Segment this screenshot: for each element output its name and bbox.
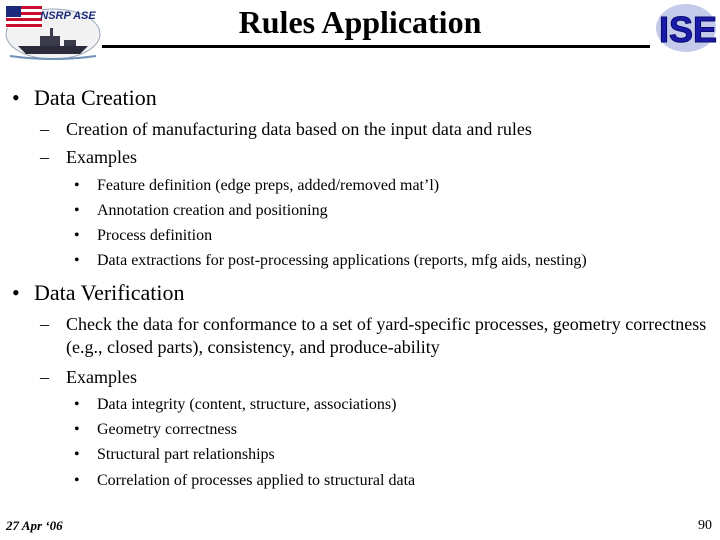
page-number: 90 [698, 518, 712, 533]
subitem [40, 313, 710, 359]
subitem [40, 146, 710, 169]
subitem [40, 366, 710, 389]
left-logo-text: NSRP ASE [40, 10, 96, 22]
bullet-icon: • [74, 421, 80, 438]
list-item-text: Geometry correctness [97, 421, 237, 438]
section-data-creation [12, 85, 157, 111]
list-item [74, 226, 212, 246]
list-item [74, 420, 237, 440]
footer-date: 27 Apr ‘06 [6, 518, 63, 533]
subitem [40, 118, 710, 141]
list-item [74, 251, 587, 271]
bullet-icon: • [74, 202, 80, 219]
right-logo-text: ISE [658, 9, 718, 50]
bullet-icon: • [74, 252, 80, 269]
bullet-icon: • [74, 177, 80, 194]
list-item [74, 471, 415, 491]
section-label: Data Creation [34, 85, 157, 110]
ise-logo [652, 2, 720, 56]
subitem-text: Examples [66, 147, 137, 167]
bullet-icon: • [12, 85, 20, 110]
subitem-text: Examples [66, 367, 137, 387]
bullet-icon: • [74, 227, 80, 244]
bullet-icon: • [12, 280, 20, 305]
list-item-text: Correlation of processes applied to structural data [97, 472, 416, 489]
list-item [74, 395, 396, 415]
list-item-text: Structural part relationships [97, 446, 275, 463]
subitem-text: Check the data for conformance to a set of yard-specific processes, geometry correctness (e.g., closed parts), consistency, and produce-ability [66, 314, 707, 357]
section-data-verification [12, 280, 184, 306]
list-item-text: Data extractions for post-processing applications (reports, mfg aids, nesting) [97, 252, 587, 269]
subitem-text: Creation of manufacturing data based on the input data and rules [66, 119, 532, 139]
dash-icon: – [40, 147, 49, 167]
list-item [74, 201, 328, 221]
page-title: Rules Application [238, 4, 482, 40]
list-item-text: Annotation creation and positioning [97, 202, 328, 219]
list-item [74, 445, 275, 465]
list-item-text: Process definition [97, 227, 213, 244]
list-item-text: Data integrity (content, structure, associations) [97, 396, 397, 413]
bullet-icon: • [74, 472, 80, 489]
dash-icon: – [40, 119, 49, 139]
dash-icon: – [40, 314, 49, 334]
dash-icon: – [40, 367, 49, 387]
title-underline [102, 45, 650, 48]
bullet-icon: • [74, 446, 80, 463]
list-item-text: Feature definition (edge preps, added/removed mat’l) [97, 177, 440, 194]
section-label: Data Verification [34, 280, 185, 305]
bullet-icon: • [74, 396, 80, 413]
list-item [74, 176, 439, 196]
